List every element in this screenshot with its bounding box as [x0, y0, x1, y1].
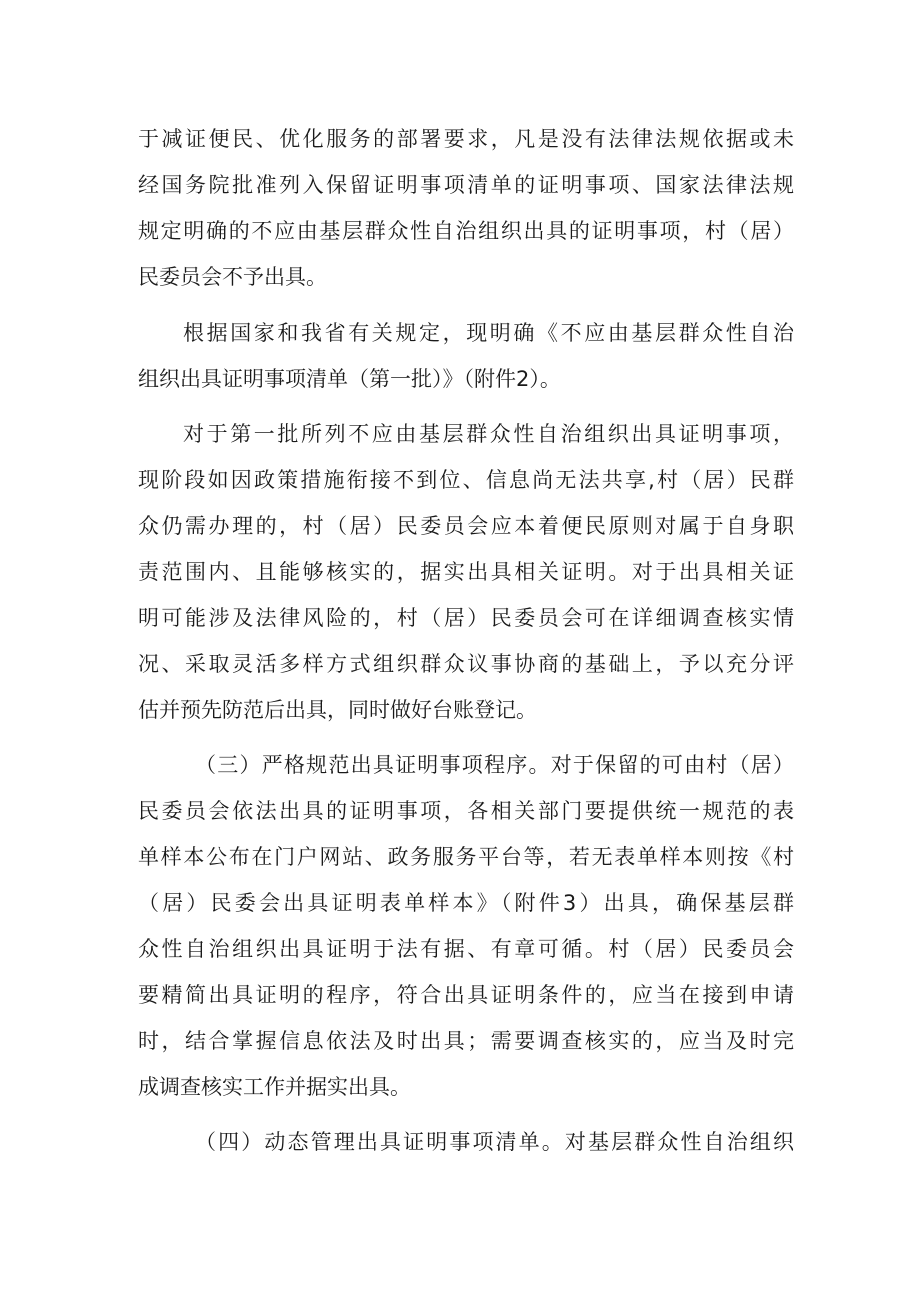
text-line: 现阶段如因政策措施衔接不到位、信息尚无法共享,村（居）民群 [138, 468, 794, 492]
text-line: 成调查核实工作并据实出具。 [138, 1075, 411, 1099]
text-line: 于减证便民、优化服务的部署要求，凡是没有法律法规依据或未 [138, 127, 794, 151]
text-line: 众仍需办理的，村（居）民委员会应本着便民原则对属于自身职 [138, 514, 794, 538]
text-line: 经国务院批准列入保留证明事项清单的证明事项、国家法律法规 [138, 173, 794, 197]
text-line: 民委员会依法出具的证明事项，各相关部门要提供统一规范的表 [138, 799, 794, 823]
section-heading-line: （三）严格规范出具证明事项程序。对于保留的可由村（居） [195, 753, 794, 777]
text-line: 估并预先防范后出具，同时做好台账登记。 [138, 698, 537, 722]
text-line: （居）民委会出具证明表单样本》（附件3）出具，确保基层群 [138, 891, 794, 915]
text-line: 责范围内、且能够核实的，据实出具相关证明。对于出具相关证 [138, 560, 794, 584]
text-line: 要精简出具证明的程序，符合出具证明条件的，应当在接到申请 [138, 983, 794, 1007]
text-line: 单样本公布在门户网站、政务服务平台等，若无表单样本则按《村 [138, 845, 794, 869]
text-line: 规定明确的不应由基层群众性自治组织出具的证明事项，村（居） [138, 219, 794, 243]
text-line: 民委员会不予出具。 [138, 265, 327, 289]
section-heading-line: （四）动态管理出具证明事项清单。对基层群众性自治组织 [195, 1130, 794, 1154]
text-line: 众性自治组织出具证明于法有据、有章可循。村（居）民委员会 [138, 937, 794, 961]
text-line: 况、采取灵活多样方式组织群众议事协商的基础上，予以充分评 [138, 652, 794, 676]
text-line: 时，结合掌握信息依法及时出具；需要调查核实的，应当及时完 [138, 1029, 794, 1053]
paragraph-first-line: 对于第一批所列不应由基层群众性自治组织出具证明事项， [183, 422, 794, 446]
text-line: 组织出具证明事项清单（第一批）》（附件2）。 [138, 367, 561, 391]
paragraph-first-line: 根据国家和我省有关规定，现明确《不应由基层群众性自治 [183, 321, 794, 345]
text-line: 明可能涉及法律风险的，村（居）民委员会可在详细调查核实情 [138, 606, 794, 630]
